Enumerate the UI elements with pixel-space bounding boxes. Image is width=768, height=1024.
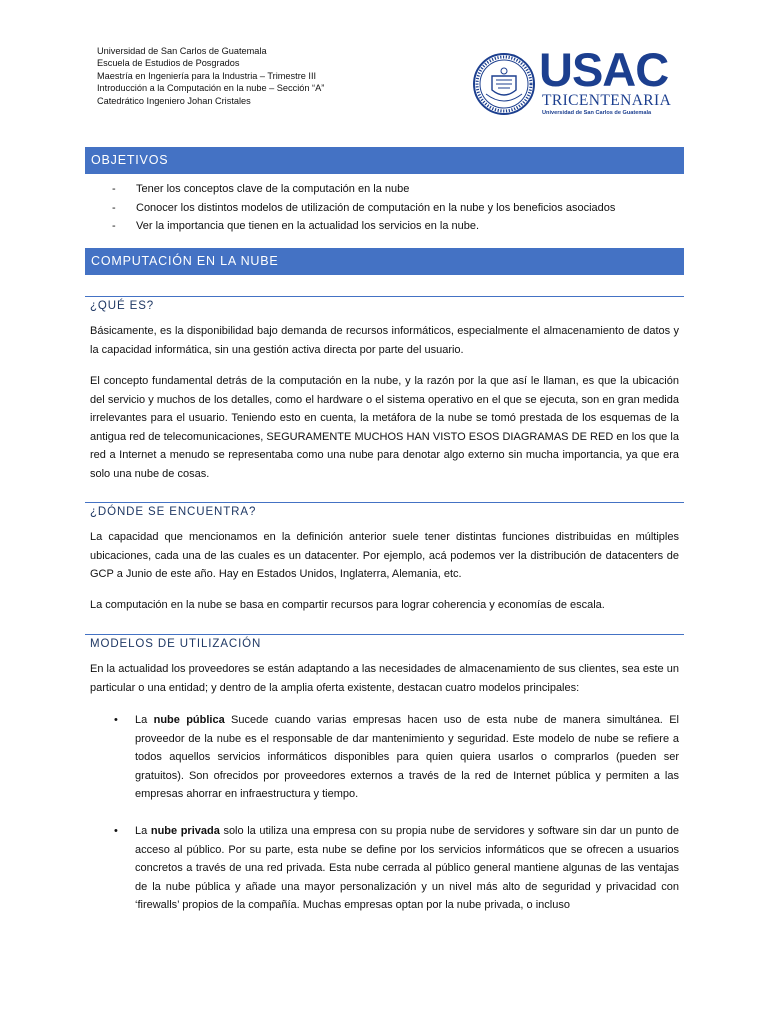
bullet-term: nube privada: [150, 825, 220, 837]
list-item-nube-publica: [90, 711, 679, 804]
list-item: - Ver la importancia que tienen en la actualidad los servicios en la nube.: [112, 217, 615, 236]
bullet-prefix: La: [135, 825, 151, 837]
bullet-term: nube pública: [153, 714, 225, 726]
section-bar-objetivos: OBJETIVOS: [85, 147, 684, 174]
usac-logo: [472, 43, 672, 118]
paragraph: La capacidad que mencionamos en la definición anterior suele tener distintas funciones distribuidas en múltiples ubicaciones, cada una de las cuales es un datacenter. Por ejemplo, acá podemos ver la distribución de datacenters de GCP a Junio de este año. Hay en Estados Unidos, Inglaterra, Alemania, etc.: [90, 531, 679, 580]
paragraph: La computación en la nube se basa en compartir recursos para lograr coherencia y economías de escala.: [90, 599, 605, 611]
usac-wordmark: [539, 43, 673, 118]
header-school: Escuela de Estudios de Posgrados: [97, 58, 240, 69]
bullet-prefix: La: [135, 714, 154, 726]
document-header: [97, 45, 324, 107]
list-item: - Conocer los distintos modelos de utilización de computación en la nube y los beneficios asociados: [112, 199, 615, 218]
paragraph: En la actualidad los proveedores se están adaptando a las necesidades de almacenamiento de sus clientes, sea este un particular o una entidad; y dentro de la amplia oferta existente, destacan cuatro modelos principales:: [90, 663, 679, 694]
university-seal-icon: [472, 52, 536, 116]
paragraph: El concepto fundamental detrás de la computación en la nube, y la razón por la que así le llaman, es que la ubicación del servicio y muchos de los detalles, como el hardware o el sistema operativo en el que se ejecuta, son en gran medida irrelevantes para el usuario. Teniendo esto en cuenta, la metáfora de la nube se tomó prestada de los esquemas de la antigua red de telecomunicaciones, SEGURAMENTE MUCHOS HAN VISTO ESOS DIAGRAMAS DE RED en los que la red a Internet a menudo se representaba como una nube para denotar algo externo sin mucha importancia, ya que era solo una nube de cosas.: [90, 375, 679, 480]
modelos-list: [90, 711, 679, 915]
header-instructor: Catedrático Ingeniero Johan Cristales: [97, 95, 251, 106]
logo-brand: USAC: [539, 43, 669, 96]
list-item-nube-privada: [90, 822, 679, 915]
bullet-text: Sucede cuando varias empresas hacen uso de esta nube de manera simultánea. El proveedor de la nube es el responsable de dar mantenimiento y seguridad. Este modelo de nube se refiere a todos aquellos servicios informáticos disponibles para quien quiera usarlos o comprarlos (pueden ser gratuitos). Son ofrecidos por proveedores externos a través de la red de Internet pública y permiten a las empresas ahorrar en infraestructura y tiempo.: [135, 714, 679, 800]
header-course: Introducción a la Computación en la nube – Sección “A”: [97, 83, 325, 94]
section-bar-computacion: COMPUTACIÓN EN LA NUBE: [85, 248, 684, 275]
logo-subtitle: TRICENTENARIA: [542, 92, 672, 109]
bullet-icon: •: [114, 825, 118, 837]
subheading-donde: ¿DÓNDE SE ENCUENTRA?: [85, 502, 684, 518]
list-item: - Tener los conceptos clave de la computación en la nube: [112, 180, 615, 199]
subheading-que-es: ¿QUÉ ES?: [85, 296, 684, 312]
logo-caption: Universidad de San Carlos de Guatemala: [542, 110, 652, 116]
objetivos-list: [112, 180, 615, 236]
paragraph: Básicamente, es la disponibilidad bajo demanda de recursos informáticos, especialmente el almacenamiento de datos y la capacidad informática, sin una gestión activa directa por parte del usuario.: [90, 325, 679, 356]
header-university: Universidad de San Carlos de Guatemala: [97, 46, 267, 56]
bullet-text: solo la utiliza una empresa con su propia nube de servidores y software sin dar un punto de acceso al público. Por su parte, esta nube se define por los servicios informáticos que se ofrecen a usuarios concretos a través de una red privada. Esta nube cerrada al público general mantiene algunas de las ventajas de la nube pública y añade una mayor personalización y un nivel más alto de seguridad y privacidad con ‘firewalls’ propios de la compañía. Muchas empresas optan por la nube privada, o incluso: [135, 825, 679, 911]
header-program: Maestría en Ingeniería para la Industria – Trimestre III: [97, 70, 317, 81]
bullet-icon: •: [114, 714, 118, 726]
subheading-modelos: MODELOS DE UTILIZACIÓN: [85, 634, 684, 650]
